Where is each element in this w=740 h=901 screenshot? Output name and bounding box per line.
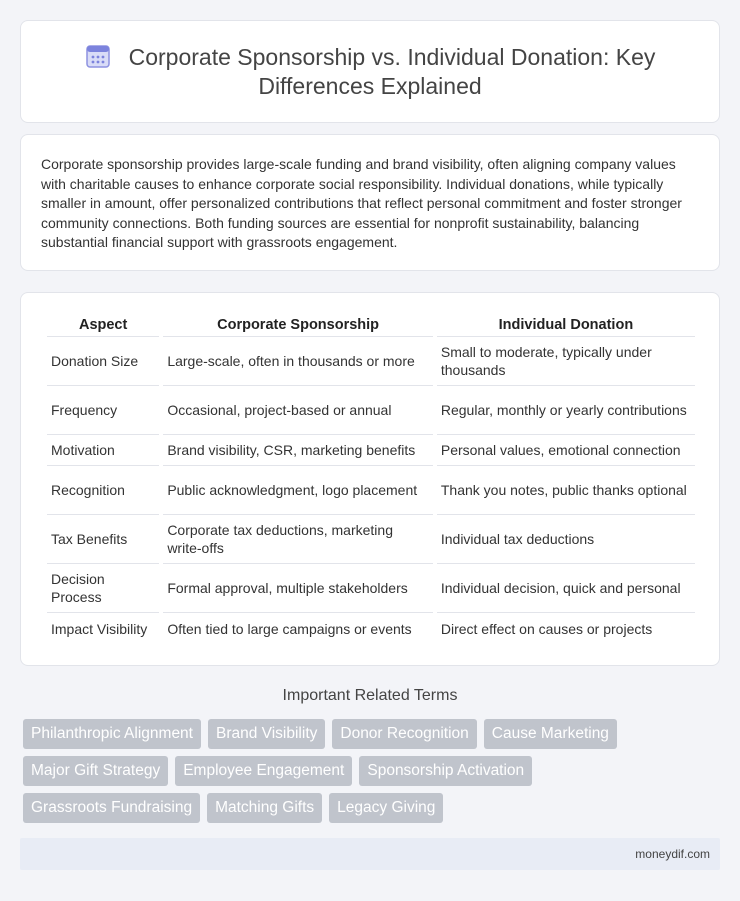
comparison-table-card (20, 292, 720, 666)
header-individual: Individual Donation (437, 315, 695, 337)
tag-grassroots-fundraising[interactable]: Grassroots Fundraising (23, 793, 200, 823)
title-card (20, 20, 720, 123)
tag-philanthropic-alignment[interactable]: Philanthropic Alignment (23, 719, 201, 749)
table-row (47, 564, 695, 613)
row-corporate: Occasional, project-based or annual (163, 386, 433, 435)
row-corporate: Public acknowledgment, logo placement (163, 466, 433, 515)
tag-major-gift-strategy[interactable]: Major Gift Strategy (23, 756, 168, 786)
footer-site[interactable]: moneydif.com (635, 847, 710, 861)
row-aspect: Tax Benefits (47, 515, 159, 564)
row-aspect: Motivation (47, 435, 159, 466)
row-individual: Personal values, emotional connection (437, 435, 695, 466)
table-row (47, 515, 695, 564)
intro-card (20, 134, 720, 271)
tag-row (23, 793, 723, 823)
row-individual: Thank you notes, public thanks optional (437, 466, 695, 515)
related-terms-tags (23, 719, 723, 830)
row-aspect: Frequency (47, 386, 159, 435)
row-individual: Individual tax deductions (437, 515, 695, 564)
row-individual: Regular, monthly or yearly contributions (437, 386, 695, 435)
table-row (47, 337, 695, 386)
tag-donor-recognition[interactable]: Donor Recognition (332, 719, 476, 749)
table-row (47, 386, 695, 435)
row-corporate: Corporate tax deductions, marketing write-offs (163, 515, 433, 564)
tag-sponsorship-activation[interactable]: Sponsorship Activation (359, 756, 532, 786)
row-individual: Direct effect on causes or projects (440, 620, 653, 637)
row-corporate: Often tied to large campaigns or events (167, 620, 412, 637)
header-aspect: Aspect (47, 315, 159, 337)
row-aspect: Donation Size (47, 337, 159, 386)
header-corporate: Corporate Sponsorship (163, 315, 433, 337)
row-aspect: Decision Process (47, 564, 159, 613)
page-title: Corporate Sponsorship vs. Individual Donation: Key Differences Explained (128, 44, 656, 99)
table-header-row (47, 315, 695, 337)
row-corporate: Brand visibility, CSR, marketing benefits (163, 435, 433, 466)
calendar-icon (85, 43, 111, 69)
page-title-wrap (21, 43, 719, 101)
row-aspect: Impact Visibility (51, 620, 148, 637)
row-individual: Individual decision, quick and personal (437, 564, 695, 613)
tag-employee-engagement[interactable]: Employee Engagement (175, 756, 352, 786)
tag-matching-gifts[interactable]: Matching Gifts (207, 793, 322, 823)
table-row (47, 466, 695, 515)
row-individual: Small to moderate, typically under thousands (437, 337, 695, 386)
related-terms-title: Important Related Terms (282, 687, 458, 704)
row-corporate: Formal approval, multiple stakeholders (163, 564, 433, 613)
tag-row (23, 756, 723, 786)
table-row (47, 613, 695, 644)
comparison-table (43, 315, 699, 644)
intro-text: Corporate sponsorship provides large-scale funding and brand visibility, often aligning company values with charitable causes to enhance corporate social responsibility. Individual donations, while typically smaller in amount, offer personalized contributions that reflect personal commitment and foster stronger community connections. Both funding sources are essential for nonprofit sustainability, balancing substantial financial support with grassroots engagement. (41, 156, 682, 250)
tag-cause-marketing[interactable]: Cause Marketing (484, 719, 617, 749)
table-row (47, 435, 695, 466)
row-aspect: Recognition (47, 466, 159, 515)
tag-row (23, 719, 723, 749)
row-corporate: Large-scale, often in thousands or more (163, 337, 433, 386)
footer (20, 838, 720, 870)
tag-brand-visibility[interactable]: Brand Visibility (208, 719, 325, 749)
tag-legacy-giving[interactable]: Legacy Giving (329, 793, 443, 823)
